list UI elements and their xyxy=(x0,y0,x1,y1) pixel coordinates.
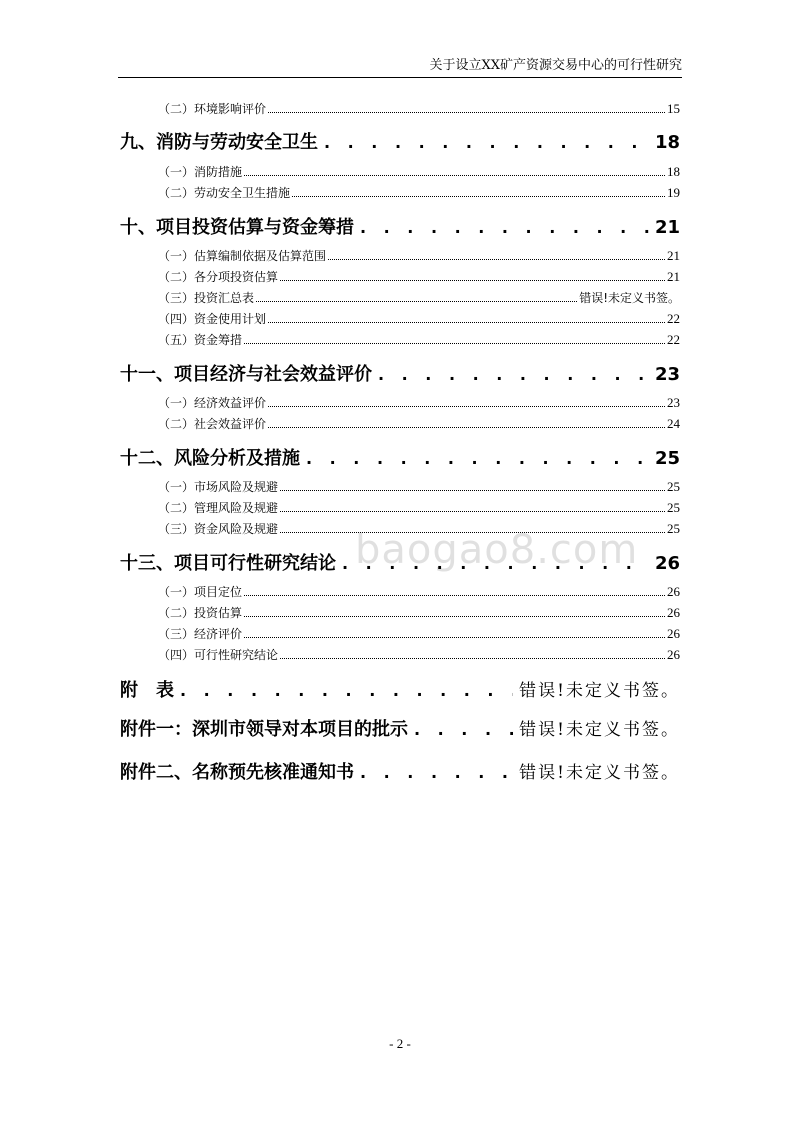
toc-leader-dots xyxy=(244,175,665,176)
toc-leader-dots xyxy=(244,616,665,617)
toc-page-number: 22 xyxy=(667,332,680,347)
toc-chapter-entry[interactable] xyxy=(120,360,680,386)
toc-entry-label: （二）社会效益评价 xyxy=(158,417,267,431)
toc-section-entry[interactable] xyxy=(120,625,680,642)
toc-leader-dots xyxy=(306,449,649,468)
running-header: 关于设立XX矿产资源交易中心的可行性研究 xyxy=(118,54,682,78)
page-number: - 2 - xyxy=(389,1036,411,1051)
toc-page-number: 25 xyxy=(667,521,680,536)
toc-section-entry[interactable] xyxy=(120,247,680,264)
toc-page-number: 26 xyxy=(667,605,680,620)
toc-entry-label: 十、项目投资估算与资金筹措 xyxy=(120,217,354,238)
toc-page-number: 25 xyxy=(654,448,680,469)
toc-page-number: 21 xyxy=(667,269,680,284)
toc-page-number: 15 xyxy=(667,101,680,116)
toc-page-number: 21 xyxy=(667,248,680,263)
toc-page-number: 21 xyxy=(654,217,680,238)
toc-chapter-entry[interactable] xyxy=(120,676,680,702)
toc-page-number: 23 xyxy=(667,395,680,410)
toc-leader-dots xyxy=(378,365,649,384)
toc-page-number: 18 xyxy=(654,132,680,153)
toc-entry-label: 九、消防与劳动安全卫生 xyxy=(120,132,318,153)
watermark: baogao8.com xyxy=(355,527,639,573)
toc-leader-dots xyxy=(292,196,665,197)
toc-section-entry[interactable] xyxy=(120,100,680,117)
toc-leader-dots xyxy=(324,133,649,152)
toc-entry-label: （三）资金风险及规避 xyxy=(158,522,279,536)
toc-page-number: 18 xyxy=(667,164,680,179)
toc-leader-dots xyxy=(268,322,665,323)
toc-page-number: 25 xyxy=(667,500,680,515)
toc-chapter-entry[interactable] xyxy=(120,128,680,154)
toc-entry-label: （三）投资汇总表 xyxy=(158,291,255,305)
toc-leader-dots xyxy=(268,406,665,407)
toc-chapter-entry[interactable] xyxy=(120,549,680,575)
toc-section-entry[interactable] xyxy=(120,478,680,495)
toc-section-entry[interactable] xyxy=(120,310,680,327)
toc-entry-label: （二）各分项投资估算 xyxy=(158,270,279,284)
toc-entry-label: （二）管理风险及规避 xyxy=(158,501,279,515)
toc-leader-dots xyxy=(280,658,665,659)
toc-page-number: 25 xyxy=(667,479,680,494)
toc-entry-label: （一）市场风险及规避 xyxy=(158,480,279,494)
toc-leader-dots xyxy=(342,554,649,573)
toc-chapter-entry[interactable] xyxy=(120,444,680,470)
toc-entry-label: （一）项目定位 xyxy=(158,585,243,599)
toc-leader-dots xyxy=(414,720,513,739)
toc-page-number: 26 xyxy=(667,626,680,641)
toc-entry-label: （四）可行性研究结论 xyxy=(158,648,279,662)
toc-section-entry[interactable] xyxy=(120,415,680,432)
toc-leader-dots xyxy=(280,280,665,281)
toc-section-entry[interactable] xyxy=(120,331,680,348)
toc-leader-dots xyxy=(280,532,665,533)
toc-entry-label: （一）估算编制依据及估算范围 xyxy=(158,249,327,263)
toc-page-number: 26 xyxy=(667,647,680,662)
toc-section-entry[interactable] xyxy=(120,583,680,600)
toc-leader-dots xyxy=(360,763,513,782)
toc-section-entry[interactable] xyxy=(120,268,680,285)
toc-entry-label: （四）资金使用计划 xyxy=(158,312,267,326)
toc-bookmark-error: 错误!未定义书签。 xyxy=(579,291,680,305)
toc-entry-label: 十二、风险分析及措施 xyxy=(120,448,300,469)
toc-section-entry[interactable] xyxy=(120,184,680,201)
toc-entry-label: 附件二、名称预先核准通知书 xyxy=(120,762,354,783)
toc-leader-dots xyxy=(360,218,649,237)
toc-page-number: 23 xyxy=(654,364,680,385)
toc-section-entry[interactable] xyxy=(120,289,680,306)
toc-leader-dots xyxy=(180,681,513,700)
toc-leader-dots xyxy=(280,511,665,512)
toc-entry-label: 附件一：深圳市领导对本项目的批示 xyxy=(120,719,408,740)
toc-leader-dots xyxy=(256,301,577,302)
toc-page-number: 19 xyxy=(667,185,680,200)
toc-bookmark-error: 错误!未定义书签。 xyxy=(519,681,680,701)
toc-page-number: 26 xyxy=(654,553,680,574)
toc-section-entry[interactable] xyxy=(120,163,680,180)
toc-bookmark-error: 错误!未定义书签。 xyxy=(519,720,680,740)
toc-leader-dots xyxy=(244,595,665,596)
toc-section-entry[interactable] xyxy=(120,499,680,516)
toc-page-number: 24 xyxy=(667,416,680,431)
toc-leader-dots xyxy=(268,427,665,428)
toc-leader-dots xyxy=(244,637,665,638)
toc-entry-label: （二）劳动安全卫生措施 xyxy=(158,186,291,200)
toc-page-number: 26 xyxy=(667,584,680,599)
toc-entry-label: 十一、项目经济与社会效益评价 xyxy=(120,364,372,385)
toc-entry-label: 附 表 xyxy=(120,680,174,701)
toc-section-entry[interactable] xyxy=(120,646,680,663)
toc-leader-dots xyxy=(268,112,665,113)
toc-entry-label: （二）环境影响评价 xyxy=(158,102,267,116)
toc-entry-label: （一）经济效益评价 xyxy=(158,396,267,410)
toc-page-number: 22 xyxy=(667,311,680,326)
toc-chapter-entry[interactable] xyxy=(120,213,680,239)
toc-entry-label: （五）资金筹措 xyxy=(158,333,243,347)
toc-entry-label: （一）消防措施 xyxy=(158,165,243,179)
toc-leader-dots xyxy=(280,490,665,491)
toc-section-entry[interactable] xyxy=(120,604,680,621)
toc-bookmark-error: 错误!未定义书签。 xyxy=(519,763,680,783)
toc-entry-label: （三）经济评价 xyxy=(158,627,243,641)
toc-entry-label: （二）投资估算 xyxy=(158,606,243,620)
toc-leader-dots xyxy=(244,343,665,344)
toc-section-entry[interactable] xyxy=(120,394,680,411)
toc-entry-label: 十三、项目可行性研究结论 xyxy=(120,553,336,574)
toc-chapter-entry[interactable] xyxy=(120,715,680,741)
toc-section-entry[interactable] xyxy=(120,520,680,537)
toc-leader-dots xyxy=(328,259,665,260)
toc-chapter-entry[interactable] xyxy=(120,758,680,784)
